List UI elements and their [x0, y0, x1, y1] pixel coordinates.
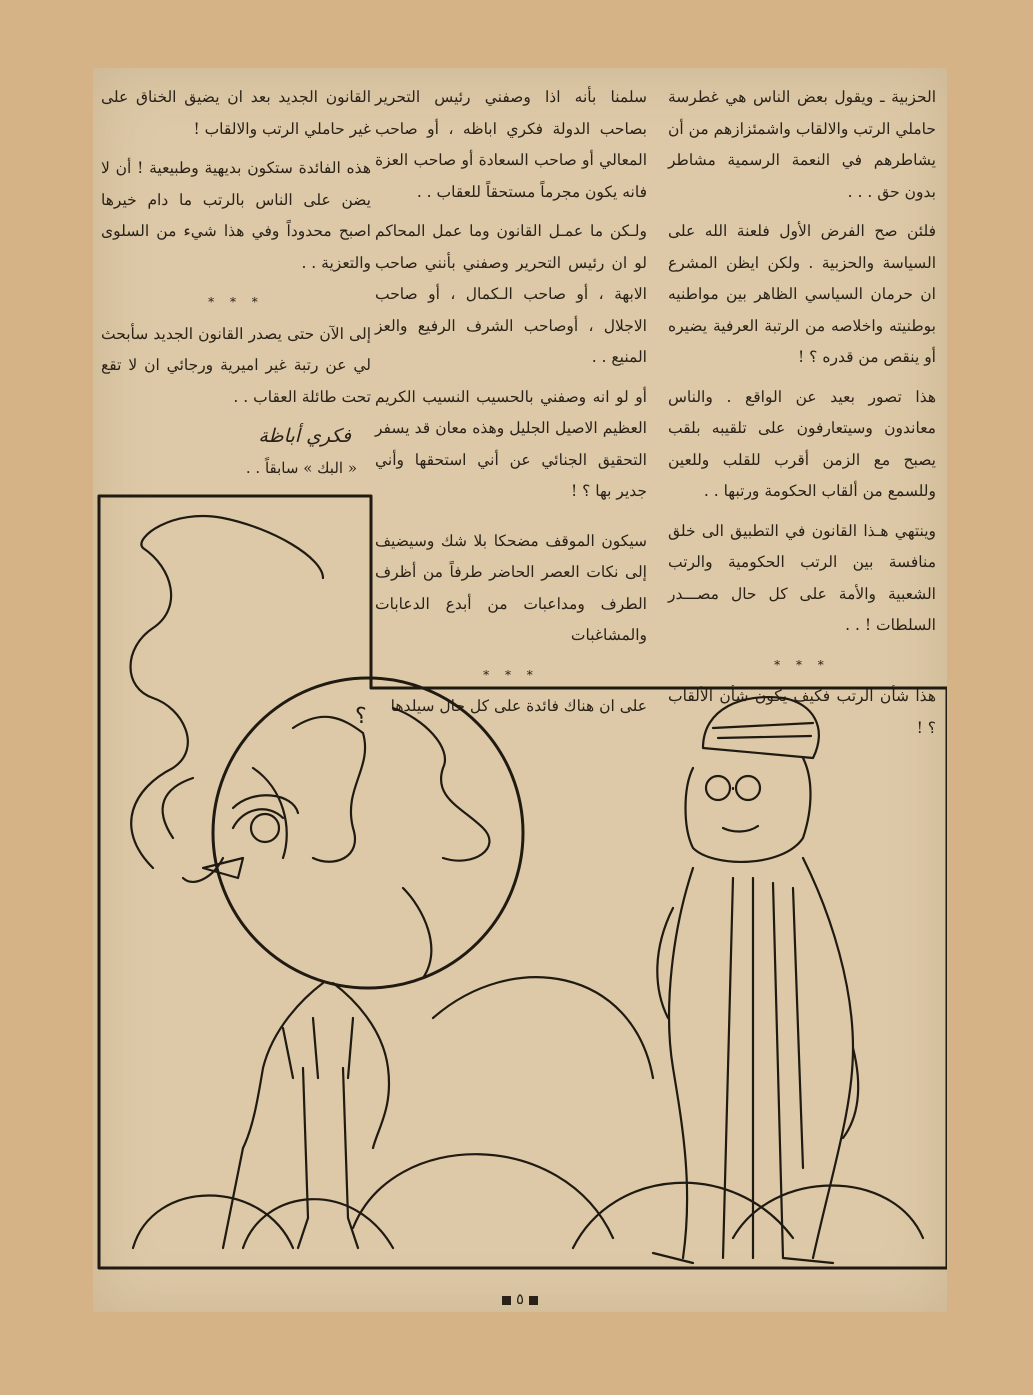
cartoon-illustration	[93, 68, 947, 1312]
paragraph: سيكون الموقف مضحكا بلا شك وسيضيف إلى نكات العصر الحاضر طرفاً من أظرف الطرف ومداعبات من أبدع الدعابات والمشاغبات	[375, 531, 647, 644]
paragraph: هذا تصور بعيد عن الواقع . والناس معاندون وسيتعارفون على تلقيبه بلقب يصبح مع الزمن أقرب للقلب وللعين وللسمع من ألقاب الحكومة ورتبها . .	[668, 387, 936, 500]
paragraph: ولـكن ما عمـل القانون وما عمل المحاكم لو ان رئيس التحرير وصفني بأنني صاحب الابهة ، أو صاحب الـكمال ، أو صاحب الاجلال ، أوصاحب الشرف الرفيع والعز المنيع . .	[375, 222, 647, 366]
section-separator: * * *	[774, 657, 830, 672]
author-signature: فكري أباظة	[258, 425, 351, 447]
signature-note: « البك » سابقاً . .	[245, 458, 357, 477]
paragraph: أو لو انه وصفني بالحسيب النسيب الكريم العظيم الاصيل الجليل وهذه معان قد يسفر التحقيق الجنائي عن أني استحقها وأني جدير بها ؟ !	[375, 387, 647, 500]
paragraph: الحزبية ـ ويقول بعض الناس هي غطرسة حاملي الرتب والالقاب واشمئزازهم من أن يشاطرهم في النعمة الرسمية مشاطر بدون حق . . .	[668, 88, 936, 201]
paragraph: سلمنا بأنه اذا وصفني رئيس التحرير بصاحب الدولة فكري اباظه ، أو صاحب المعالي أو صاحب السعادة أو صاحب العزة فانه يكون مجرماً مستحقاً للعقاب . .	[375, 88, 647, 201]
speech-mark: ؟	[355, 704, 367, 729]
section-separator: * * *	[483, 667, 539, 682]
square-ornament-icon	[529, 1296, 538, 1305]
paragraph: على ان هناك فائدة على كل حال سيلدها	[390, 697, 647, 715]
paragraph: هذا شأن الرتب فكيف يكون شأن الألقاب ؟ !	[668, 687, 936, 737]
paragraph: فلئن صح الفرض الأول فلعنة الله على السياسة والحزبية . ولكن ايظن المشرع ان حرمان السياسي الظاهر بين مواطنيه بوطنيته واخلاصه من الرتبة العرفية يضيره أو ينقص من قدره ؟ !	[668, 222, 936, 366]
paragraph: إلى الآن حتى يصدر القانون الجديد سأبحث لي عن رتبة غير اميرية ورجائي ان لا تقع تحت طائلة العقاب . .	[101, 324, 371, 406]
square-ornament-icon	[502, 1296, 511, 1305]
paragraph: القانون الجديد بعد ان يضيق الخناق على غير حاملي الرتب والالقاب !	[101, 88, 371, 138]
paragraph: وينتهي هـذا القانون في التطبيق الى خلق منافسة بين الرتب الحكومية والرتب الشعبية والأمة على كل حال مصـــدر السلطات ! . .	[668, 521, 936, 634]
section-separator: * * *	[208, 295, 264, 309]
page-number-value: ٥	[515, 1290, 525, 1308]
paragraph: هذه الفائدة ستكون بديهية وطبيعية ! أن لا يضن على الناس بالرتب ما دام خيرها اصبح محدوداً وفي هذا شيء من السلوى والتعزية . .	[101, 159, 371, 272]
magazine-page	[93, 68, 947, 1312]
page-number	[93, 1290, 947, 1308]
